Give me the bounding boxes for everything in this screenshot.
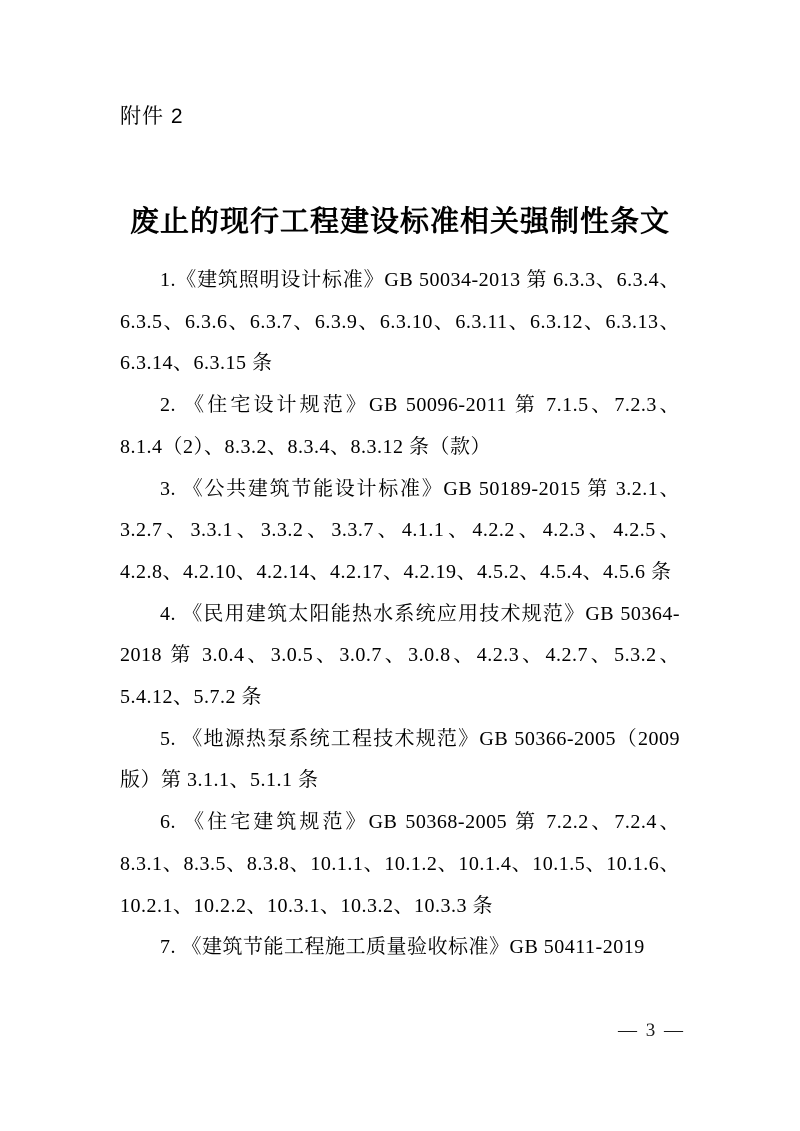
standard-item-4: 4. 《民用建筑太阳能热水系统应用技术规范》GB 50364-2018 第 3.0.4、3.0.5、3.0.7、3.0.8、4.2.3、4.2.7、5.3.2、5.4.12、5.7.2 条	[120, 602, 680, 709]
standard-item-2: 2. 《住宅设计规范》GB 50096-2011 第 7.1.5、7.2.3、8.1.4（2）、8.3.2、8.3.4、8.3.12 条（款）	[120, 394, 680, 458]
document-body	[120, 260, 680, 969]
standard-item-1: 1.《建筑照明设计标准》GB 50034-2013 第 6.3.3、6.3.4、6.3.5、6.3.6、6.3.7、6.3.9、6.3.10、6.3.11、6.3.12、6.3.13、6.3.14、6.3.15 条	[120, 269, 680, 375]
standard-item-7: 7. 《建筑节能工程施工质量验收标准》GB 50411-2019	[160, 936, 645, 959]
page-title: 废止的现行工程建设标准相关强制性条文	[129, 206, 670, 239]
standard-item-3: 3. 《公共建筑节能设计标准》GB 50189-2015 第 3.2.1、3.2.7、3.3.1、3.3.2、3.3.7、4.1.1、4.2.2、4.2.3、4.2.5、4.2.8、4.2.10、4.2.14、4.2.17、4.2.19、4.5.2、4.5.4、4.5.6 条	[120, 477, 680, 583]
standard-item-5: 5. 《地源热泵系统工程技术规范》GB 50366-2005（2009 版）第 3.1.1、5.1.1 条	[120, 727, 680, 792]
standard-item-6: 6. 《住宅建筑规范》GB 50368-2005 第 7.2.2、7.2.4、8.3.1、8.3.5、8.3.8、10.1.1、10.1.2、10.1.4、10.1.5、10.1.6、10.2.1、10.2.2、10.3.1、10.3.2、10.3.3 条	[120, 811, 680, 917]
attachment-label: 附件 2	[120, 105, 184, 128]
page-number: — 3 —	[618, 1020, 685, 1041]
